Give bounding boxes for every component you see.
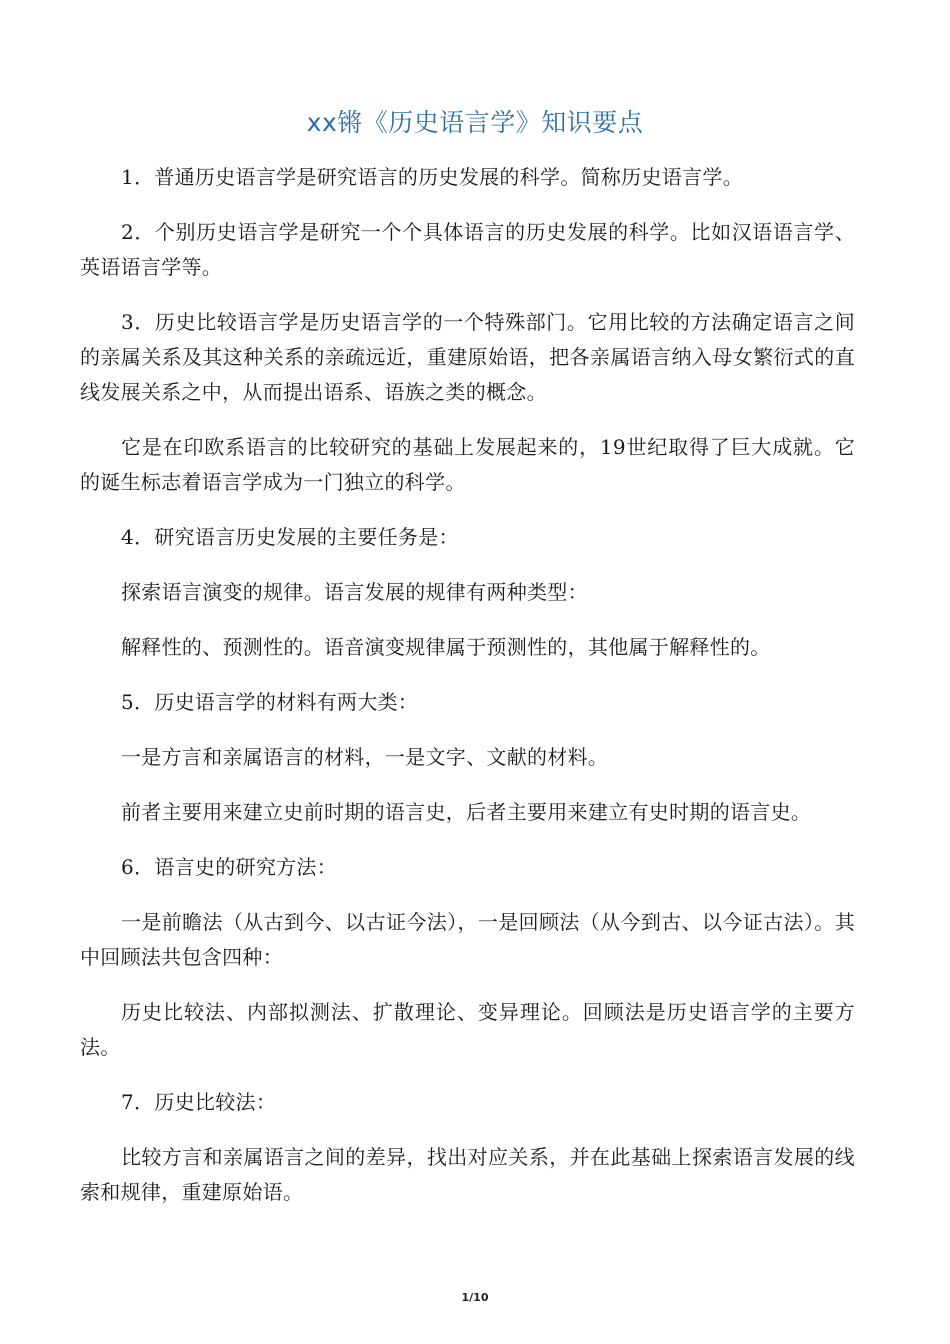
document-title: xx锵《历史语言学》知识要点 — [306, 108, 644, 137]
paragraph: 5．历史语言学的材料有两大类： — [121, 690, 419, 714]
paragraph: 比较方言和亲属语言之间的差异，找出对应关系，并在此基础上探索语言发展的线索和规律，重建原始语。 — [80, 1145, 855, 1204]
paragraph: 7．历史比较法： — [121, 1090, 277, 1114]
paragraph: 解释性的、预测性的。语音演变规律属于预测性的，其他属于解释性的。 — [121, 635, 771, 659]
paragraph: 前者主要用来建立史前时期的语言史，后者主要用来建立有史时期的语言史。 — [121, 800, 812, 824]
paragraph: 历史比较法、内部拟测法、扩散理论、变异理论。回顾法是历史语言学的主要方法。 — [80, 1000, 855, 1059]
paragraph: 1．普通历史语言学是研究语言的历史发展的科学。简称历史语言学。 — [121, 165, 744, 189]
paragraph: 2．个别历史语言学是研究一个个具体语言的历史发展的科学。比如汉语语言学、英语语言学等。 — [80, 220, 855, 279]
paragraph: 4．研究语言历史发展的主要任务是： — [121, 525, 459, 549]
paragraph: 一是前瞻法（从古到今、以古证今法），一是回顾法（从今到古、以今证古法）。其中回顾法共包含四种： — [80, 910, 855, 969]
paragraph: 6．语言史的研究方法： — [121, 855, 338, 879]
paragraph: 3．历史比较语言学是历史语言学的一个特殊部门。它用比较的方法确定语言之间的亲属关系及其这种关系的亲疏远近，重建原始语，把各亲属语言纳入母女繁衍式的直线发展关系之中，从而提出语系、语族之类的概念。 — [80, 310, 855, 404]
paragraph: 它是在印欧系语言的比较研究的基础上发展起来的，19世纪取得了巨大成就。它的诞生标志着语言学成为一门独立的科学。 — [80, 435, 855, 494]
paragraph: 一是方言和亲属语言的材料，一是文字、文献的材料。 — [121, 745, 609, 769]
paragraph: 探索语言演变的规律。语言发展的规律有两种类型： — [121, 580, 588, 604]
document-body — [80, 160, 855, 1230]
page-number: 1/10 — [461, 1291, 489, 1304]
